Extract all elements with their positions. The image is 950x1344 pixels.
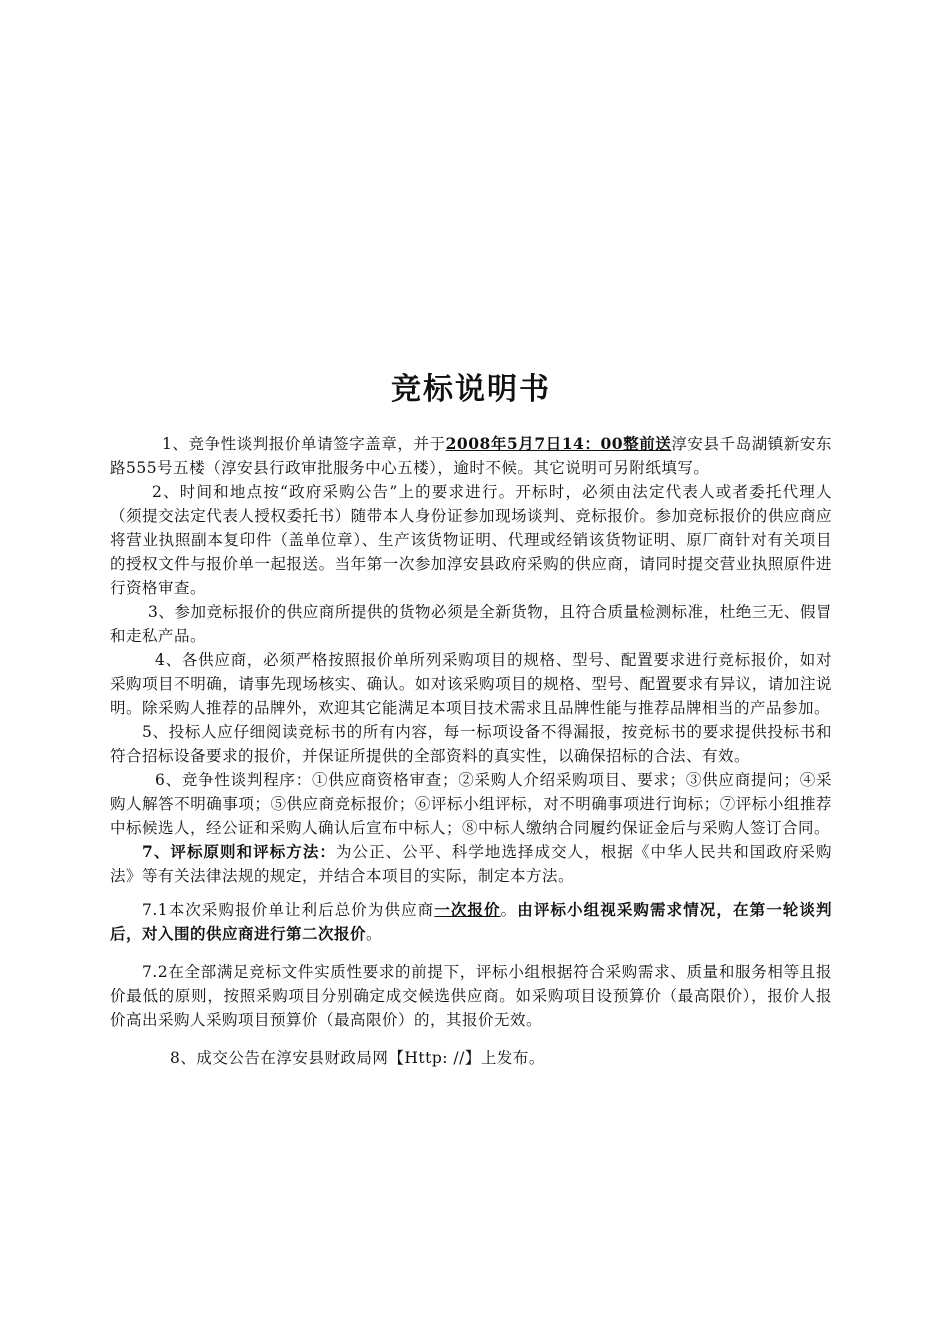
paragraph-2: 2、时间和地点按“政府采购公告”上的要求进行。开标时，必须由法定代表人或者委托代理人（须提交法定代表人授权委托书）随带本人身份证参加现场谈判、竞标报价。参加竞标报价的供应商应将营业执照副本复印件（盖单位章）、生产该货物证明、代理或经销该货物证明、原厂商针对有关项目的授权文件与报价单一起报送。当年第一次参加淳安县政府采购的供应商，请同时提交营业执照原件进行资格审查。 xyxy=(110,483,832,597)
paragraph-6: 6、竞争性谈判程序：①供应商资格审查；②采购人介绍采购项目、要求；③供应商提问；④采购人解答不明确事项；⑤供应商竞标报价；⑥评标小组评标，对不明确事项进行询标；⑦评标小组推荐中标候选人，经公证和采购人确认后宣布中标人；⑧中标人缴纳合同履约保证金后与采购人签订合同。 xyxy=(110,771,832,837)
document-title: 竞标说明书 xyxy=(391,372,551,407)
p71-prefix: 7.1本次采购报价单让利后总价为供应商 xyxy=(142,901,435,919)
paragraph-7 xyxy=(110,840,832,888)
paragraph-3: 3、参加竞标报价的供应商所提供的货物必须是全新货物，且符合质量检测标准，杜绝三无、假冒和走私产品。 xyxy=(110,603,832,645)
p71-underlined: 一次报价 xyxy=(434,900,501,919)
paragraph-7-1 xyxy=(110,898,832,946)
paragraph-8: 8、成交公告在淳安县财政局网【Http: //】上发布。 xyxy=(170,1049,545,1067)
p1-prefix: 1、竞争性谈判报价单请签字盖章，并于 xyxy=(162,435,446,453)
document-body xyxy=(110,370,832,1070)
p71-end: 。 xyxy=(366,925,383,943)
p7-rest: 为公正、公平、科学地选择成交人，根据《中华人民共和国政府采购法》等有关法律法规的规定，并结合本项目的实际，制定本方法。 xyxy=(110,843,832,885)
paragraph-7-2: 7.2在全部满足竞标文件实质性要求的前提下，评标小组根据符合采购需求、质量和服务相等且报价最低的原则，按照采购项目分别确定成交候选供应商。如采购项目设预算价（最高限价），报价人报价高出采购人采购项目预算价（最高限价）的，其报价无效。 xyxy=(110,963,832,1029)
paragraph-4: 4、各供应商，必须严格按照报价单所列采购项目的规格、型号、配置要求进行竞标报价，如对采购项目不明确，请事先现场核实、确认。如对该采购项目的规格、型号、配置要求有异议，请加注说明。除采购人推荐的品牌外，欢迎其它能满足本项目技术需求且品牌性能与推荐品牌相当的产品参加。 xyxy=(110,651,832,717)
p71-bold: 由评标小组视采购需求情况，在第一轮谈判后，对入围的供应商进行第二次报价 xyxy=(110,900,832,943)
p7-heading: 7、评标原则和评标方法： xyxy=(142,842,336,861)
p71-mid: 。 xyxy=(500,901,518,919)
paragraph-5: 5、投标人应仔细阅读竞标书的所有内容，每一标项设备不得漏报，按竞标书的要求提供投标书和符合招标设备要求的报价，并保证所提供的全部资料的真实性，以确保招标的合法、有效。 xyxy=(110,723,832,765)
p1-deadline: 2008年5月7日14：00整前送 xyxy=(445,434,672,453)
p1-rest: 淳安县千岛湖镇新安东路555号五楼（淳安县行政审批服务中心五楼），逾时不候。其它说明可另附纸填写。 xyxy=(110,435,832,477)
paragraph-1 xyxy=(110,432,832,480)
